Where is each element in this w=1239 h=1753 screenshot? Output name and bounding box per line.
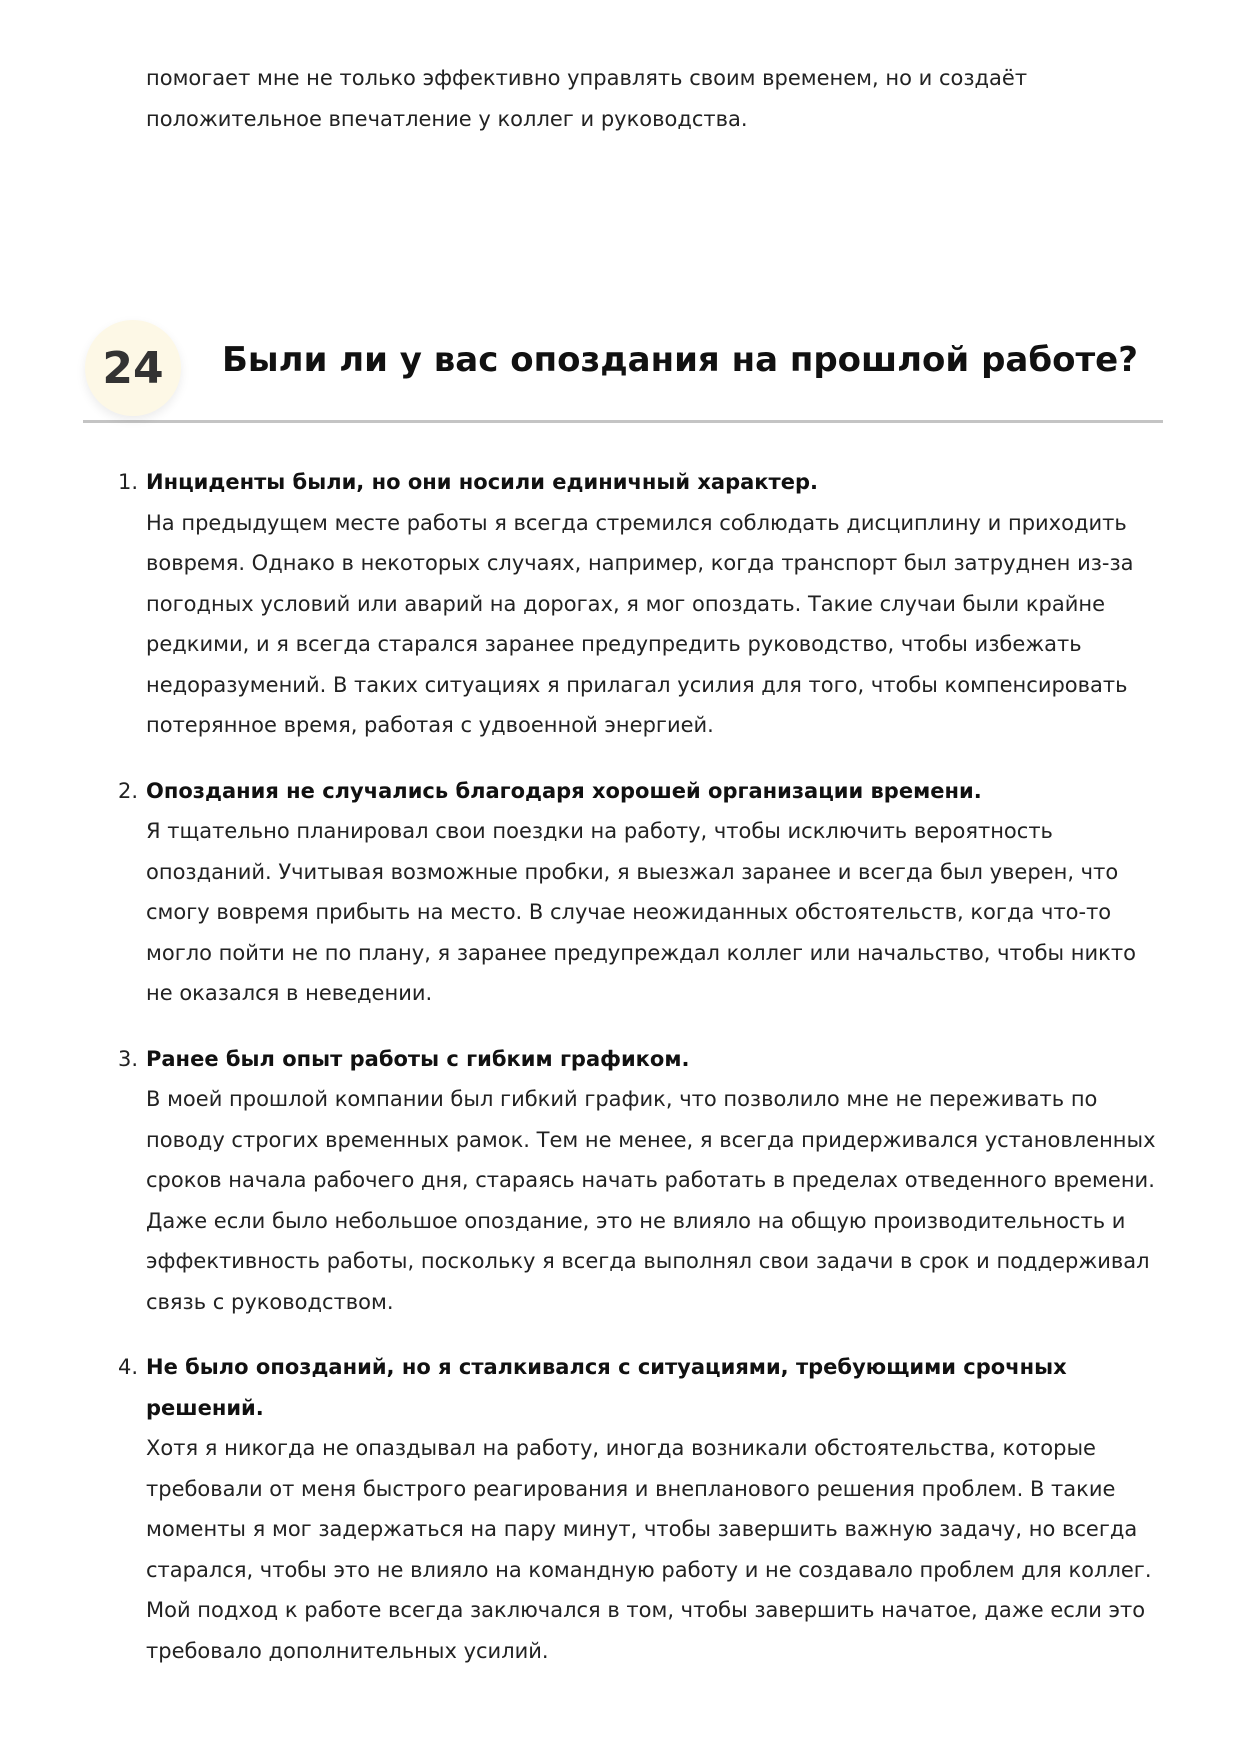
question-title: Были ли у вас опоздания на прошлой работе? <box>222 340 1138 380</box>
answer-body: В моей прошлой компании был гибкий график, что позволило мне не переживать по поводу строгих временных рамок. Тем не менее, я всегда придерживался установленных сроков начала рабочего дня, стараясь начать работать в пределах отведенного времени. Даже если было небольшое опоздание, это не влияло на общую производительность и эффективность работы, поскольку я всегда выполнял свои задачи в срок и поддерживал связь с руководством. <box>146 1087 1156 1314</box>
answers-list <box>118 462 1166 1696</box>
answer-item <box>118 1039 1166 1323</box>
answer-item <box>118 462 1166 746</box>
answer-body: На предыдущем месте работы я всегда стремился соблюдать дисциплину и приходить вовремя. Однако в некоторых случаях, например, когда транспорт был затруднен из-за погодных условий или аварий на дорогах, я мог опоздать. Такие случаи были крайне редкими, и я всегда старался заранее предупредить руководство, чтобы избежать недоразумений. В таких ситуациях я прилагал усилия для того, чтобы компенсировать потерянное время, работая с удвоенной энергией. <box>146 510 1134 737</box>
intro-paragraph: помогает мне не только эффективно управлять своим временем, но и создаёт положительное впечатление у коллег и руководства. <box>146 66 1028 131</box>
answer-title: Ранее был опыт работы с гибким графиком. <box>146 1046 690 1071</box>
question-number-badge: 24 <box>85 320 181 416</box>
answer-title: Не было опозданий, но я сталкивался с ситуациями, требующими срочных решений. <box>146 1355 1067 1420</box>
answer-number: 1. <box>118 470 139 494</box>
answer-body: Я тщательно планировал свои поездки на работу, чтобы исключить вероятность опозданий. Учитывая возможные пробки, я выезжал заранее и всегда был уверен, что смогу вовремя прибыть на место. В случае неожиданных обстоятельств, когда что-то могло пойти не по плану, я заранее предупреждал коллег или начальство, чтобы никто не оказался в неведении. <box>146 819 1136 1005</box>
answer-number: 2. <box>118 778 139 803</box>
answer-title: Инциденты были, но они носили единичный характер. <box>146 470 818 494</box>
answer-item <box>118 1347 1166 1671</box>
answer-body: Хотя я никогда не опаздывал на работу, иногда возникали обстоятельства, которые требовали от меня быстрого реагирования и внепланового решения проблем. В такие моменты я мог задержаться на пару минут, чтобы завершить важную задачу, но всегда старался, чтобы это не влияло на командную работу и не создавало проблем для коллег. Мой подход к работе всегда заключался в том, чтобы завершить начатое, даже если это требовало дополнительных усилий. <box>146 1436 1152 1663</box>
answer-number: 3. <box>118 1046 139 1071</box>
answer-item <box>118 771 1166 1014</box>
question-heading <box>83 318 1163 423</box>
answer-number: 4. <box>118 1355 139 1379</box>
answer-title: Опоздания не случались благодаря хорошей организации времени. <box>146 778 982 803</box>
